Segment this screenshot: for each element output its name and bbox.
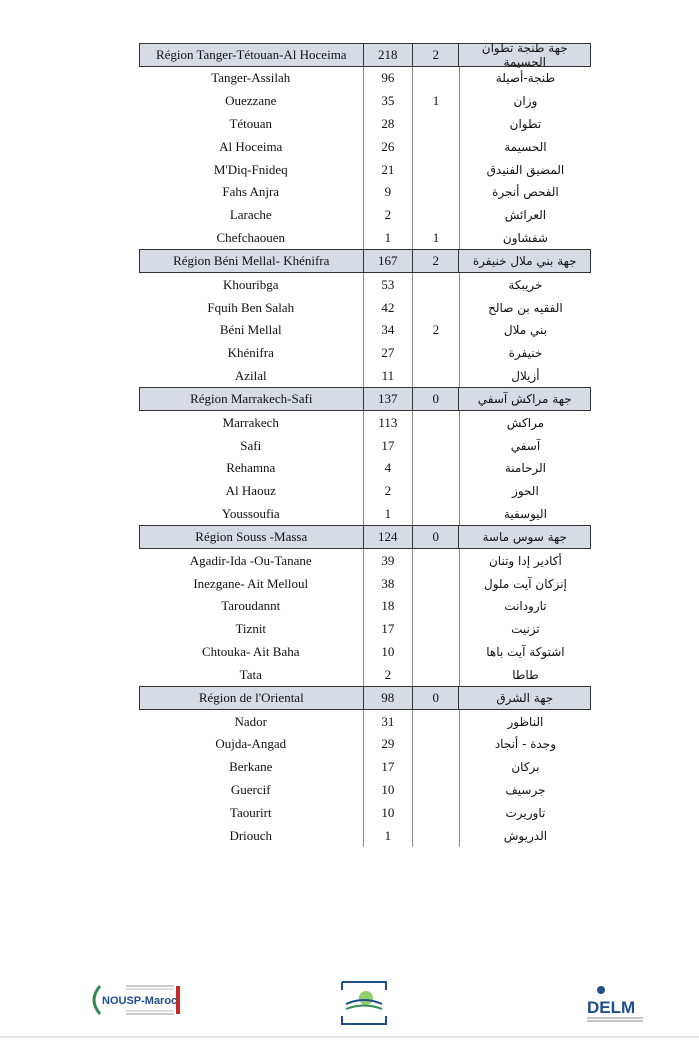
province-name-fr: Chtouka- Ait Baha bbox=[139, 641, 364, 664]
table-row bbox=[139, 67, 591, 90]
table-row bbox=[139, 365, 591, 388]
province-count: 9 bbox=[364, 181, 414, 204]
province-secondary-count bbox=[413, 181, 460, 204]
province-name-fr: Tétouan bbox=[139, 113, 364, 136]
province-secondary-count bbox=[413, 365, 460, 388]
province-name-fr: Ouezzane bbox=[139, 90, 364, 113]
table-row bbox=[139, 480, 591, 503]
region-name-ar: جهة سوس ماسة bbox=[482, 530, 567, 545]
province-count: 17 bbox=[364, 756, 414, 779]
table-row bbox=[139, 411, 591, 434]
province-secondary-count bbox=[413, 618, 460, 641]
province-secondary-count bbox=[413, 710, 460, 733]
province-secondary-count bbox=[413, 296, 460, 319]
province-name-ar: تطوان bbox=[509, 116, 542, 131]
nousp-logo-graphic bbox=[86, 980, 182, 1020]
province-count: 27 bbox=[364, 342, 414, 365]
province-secondary-count bbox=[413, 135, 460, 158]
province-name-ar: تارودانت bbox=[504, 599, 547, 614]
province-name-fr: Tata bbox=[139, 663, 364, 686]
region-count: 0 bbox=[413, 526, 459, 548]
province-count: 10 bbox=[364, 779, 414, 802]
region-name-fr: Région Béni Mellal- Khénifra bbox=[140, 250, 364, 272]
province-name-fr: Béni Mellal bbox=[139, 319, 364, 342]
province-count: 10 bbox=[364, 641, 414, 664]
province-count: 96 bbox=[364, 67, 414, 90]
province-secondary-count bbox=[413, 411, 460, 434]
province-count: 38 bbox=[364, 572, 414, 595]
nousp-logo-text: NOUSP-Maroc bbox=[102, 995, 178, 1007]
table-row bbox=[139, 90, 591, 113]
province-name-ar: أكادير إدا وتنان bbox=[488, 553, 562, 568]
province-count: 2 bbox=[364, 663, 414, 686]
table-row bbox=[139, 824, 591, 847]
table-row bbox=[139, 641, 591, 664]
province-count: 29 bbox=[364, 733, 414, 756]
province-secondary-count bbox=[413, 457, 460, 480]
table-row bbox=[139, 801, 591, 824]
province-name-fr: Larache bbox=[139, 204, 364, 227]
province-name-ar: مراكش bbox=[506, 415, 545, 430]
province-count: 10 bbox=[364, 801, 414, 824]
region-header-row bbox=[139, 249, 591, 273]
region-header-row bbox=[139, 43, 591, 67]
table-row bbox=[139, 549, 591, 572]
province-secondary-count bbox=[413, 824, 460, 847]
province-count: 35 bbox=[364, 90, 414, 113]
province-count: 4 bbox=[364, 457, 414, 480]
table-row bbox=[139, 710, 591, 733]
table-row bbox=[139, 181, 591, 204]
table-row bbox=[139, 135, 591, 158]
province-name-fr: Fquih Ben Salah bbox=[139, 296, 364, 319]
table-row bbox=[139, 434, 591, 457]
province-name-ar: العرائش bbox=[504, 208, 547, 223]
province-name-ar: اشتوكة آيت باها bbox=[486, 644, 565, 659]
region-total: 124 bbox=[364, 526, 413, 548]
province-secondary-count: 1 bbox=[413, 227, 460, 250]
region-count: 2 bbox=[413, 250, 459, 272]
province-secondary-count bbox=[413, 503, 460, 526]
province-name-fr: Youssoufia bbox=[139, 503, 364, 526]
province-name-ar: الفحص أنجرة bbox=[492, 185, 559, 200]
table-row bbox=[139, 204, 591, 227]
table-row bbox=[139, 158, 591, 181]
province-name-ar: الدريوش bbox=[503, 828, 548, 843]
province-name-ar: وزان bbox=[513, 94, 538, 109]
table-row bbox=[139, 296, 591, 319]
province-secondary-count: 1 bbox=[413, 90, 460, 113]
region-count: 0 bbox=[413, 388, 459, 410]
region-name-fr: Région de l'Oriental bbox=[140, 687, 364, 709]
province-name-fr: Fahs Anjra bbox=[139, 181, 364, 204]
province-name-ar: إنزكان آيت ملول bbox=[483, 576, 567, 591]
province-secondary-count bbox=[413, 158, 460, 181]
province-name-fr: Al Hoceima bbox=[139, 135, 364, 158]
province-name-fr: Taourirt bbox=[139, 801, 364, 824]
province-secondary-count bbox=[413, 204, 460, 227]
province-name-fr: Khouribga bbox=[139, 273, 364, 296]
table-row bbox=[139, 756, 591, 779]
province-name-ar: وجدة - أنجاد bbox=[494, 737, 557, 752]
table-row bbox=[139, 342, 591, 365]
province-secondary-count bbox=[413, 595, 460, 618]
region-count: 2 bbox=[413, 44, 459, 66]
table-row bbox=[139, 113, 591, 136]
delm-logo-text: DELM bbox=[587, 998, 636, 1017]
province-name-ar: طنجة-أصيلة bbox=[495, 71, 556, 86]
table-row bbox=[139, 273, 591, 296]
province-secondary-count bbox=[413, 801, 460, 824]
province-name-ar: بركان bbox=[511, 760, 540, 775]
region-name-fr: Région Marrakech-Safi bbox=[140, 388, 364, 410]
province-count: 2 bbox=[364, 480, 414, 503]
province-secondary-count bbox=[413, 572, 460, 595]
province-name-ar: خريبكة bbox=[508, 277, 543, 292]
province-count: 34 bbox=[364, 319, 414, 342]
province-name-ar: جرسيف bbox=[505, 782, 546, 797]
province-name-ar: شفشاون bbox=[502, 230, 548, 245]
province-name-fr: Khénifra bbox=[139, 342, 364, 365]
province-count: 53 bbox=[364, 273, 414, 296]
province-name-fr: M'Diq-Fnideq bbox=[139, 158, 364, 181]
province-secondary-count bbox=[413, 756, 460, 779]
province-name-ar: طاطا bbox=[512, 667, 539, 682]
province-name-ar: الرحامنة bbox=[504, 461, 547, 476]
emblem-graphic bbox=[338, 978, 390, 1028]
province-secondary-count bbox=[413, 67, 460, 90]
table-row bbox=[139, 572, 591, 595]
province-secondary-count bbox=[413, 113, 460, 136]
province-count: 31 bbox=[364, 710, 414, 733]
table-row bbox=[139, 779, 591, 802]
delm-logo-graphic bbox=[585, 985, 645, 1027]
table-row bbox=[139, 663, 591, 686]
province-name-ar: المضيق الفنيدق bbox=[486, 162, 565, 177]
table-row bbox=[139, 595, 591, 618]
table-row bbox=[139, 733, 591, 756]
region-name-fr: Région Tanger-Tétouan-Al Hoceima bbox=[140, 44, 364, 66]
ministry-emblem-logo bbox=[338, 978, 390, 1028]
delm-logo bbox=[585, 985, 645, 1027]
province-count: 11 bbox=[364, 365, 414, 388]
province-count: 18 bbox=[364, 595, 414, 618]
province-name-fr: Berkane bbox=[139, 756, 364, 779]
province-name-ar: الحوز bbox=[512, 484, 539, 499]
province-count: 17 bbox=[364, 618, 414, 641]
province-secondary-count bbox=[413, 342, 460, 365]
page-bottom-edge bbox=[0, 1036, 699, 1038]
region-header-row bbox=[139, 387, 591, 411]
province-name-fr: Rehamna bbox=[139, 457, 364, 480]
province-name-fr: Inezgane- Ait Melloul bbox=[139, 572, 364, 595]
table-row bbox=[139, 618, 591, 641]
region-count: 0 bbox=[413, 687, 459, 709]
table-row bbox=[139, 503, 591, 526]
table-row bbox=[139, 319, 591, 342]
province-name-ar: الفقيه بن صالح bbox=[488, 300, 563, 315]
province-count: 42 bbox=[364, 296, 414, 319]
province-name-fr: Driouch bbox=[139, 824, 364, 847]
province-count: 21 bbox=[364, 158, 414, 181]
province-name-ar: بني ملال bbox=[503, 323, 547, 338]
province-name-fr: Taroudannt bbox=[139, 595, 364, 618]
province-count: 26 bbox=[364, 135, 414, 158]
province-name-ar: آسفي bbox=[510, 438, 541, 453]
province-secondary-count bbox=[413, 641, 460, 664]
province-name-fr: Tanger-Assilah bbox=[139, 67, 364, 90]
province-name-fr: Agadir-Ida -Ou-Tanane bbox=[139, 549, 364, 572]
region-name-ar: جهة الشرق bbox=[496, 691, 554, 706]
province-count: 1 bbox=[364, 824, 414, 847]
province-secondary-count bbox=[413, 434, 460, 457]
province-secondary-count bbox=[413, 273, 460, 296]
province-name-fr: Safi bbox=[139, 434, 364, 457]
table-row bbox=[139, 227, 591, 250]
province-secondary-count bbox=[413, 733, 460, 756]
region-header-row bbox=[139, 525, 591, 549]
region-total: 137 bbox=[364, 388, 413, 410]
province-secondary-count bbox=[413, 480, 460, 503]
province-count: 39 bbox=[364, 549, 414, 572]
province-name-ar: أزيلال bbox=[511, 368, 540, 383]
region-total: 218 bbox=[364, 44, 413, 66]
nousp-maroc-logo bbox=[86, 980, 182, 1020]
region-name-fr: Région Souss -Massa bbox=[140, 526, 364, 548]
province-count: 17 bbox=[364, 434, 414, 457]
province-count: 1 bbox=[364, 227, 414, 250]
region-name-ar: جهة بني ملال خنيفرة bbox=[472, 254, 577, 269]
province-name-ar: تاوريرت bbox=[505, 805, 546, 820]
province-count: 1 bbox=[364, 503, 414, 526]
province-secondary-count: 2 bbox=[413, 319, 460, 342]
province-name-fr: Marrakech bbox=[139, 411, 364, 434]
region-name-ar: جهة مراكش آسفي bbox=[477, 392, 572, 407]
province-name-fr: Nador bbox=[139, 710, 364, 733]
province-count: 2 bbox=[364, 204, 414, 227]
province-name-fr: Oujda-Angad bbox=[139, 733, 364, 756]
region-name-ar: جهة طنجة تطوان الحسيمة bbox=[481, 41, 568, 69]
region-total: 98 bbox=[364, 687, 413, 709]
province-name-ar: اليوسفية bbox=[503, 506, 547, 521]
province-name-ar: تزنيت bbox=[511, 622, 540, 637]
region-header-row bbox=[139, 686, 591, 710]
province-secondary-count bbox=[413, 549, 460, 572]
province-name-fr: Tiznit bbox=[139, 618, 364, 641]
province-name-ar: الحسيمة bbox=[504, 139, 547, 154]
province-name-ar: خنيفرة bbox=[508, 346, 543, 361]
table-row bbox=[139, 457, 591, 480]
province-name-fr: Guercif bbox=[139, 779, 364, 802]
regional-table bbox=[139, 43, 591, 847]
province-name-ar: الناظور bbox=[507, 714, 544, 729]
province-name-fr: Chefchaouen bbox=[139, 227, 364, 250]
province-secondary-count bbox=[413, 779, 460, 802]
province-count: 28 bbox=[364, 113, 414, 136]
province-name-fr: Azilal bbox=[139, 365, 364, 388]
province-secondary-count bbox=[413, 663, 460, 686]
region-total: 167 bbox=[364, 250, 413, 272]
province-name-fr: Al Haouz bbox=[139, 480, 364, 503]
province-count: 113 bbox=[364, 411, 414, 434]
